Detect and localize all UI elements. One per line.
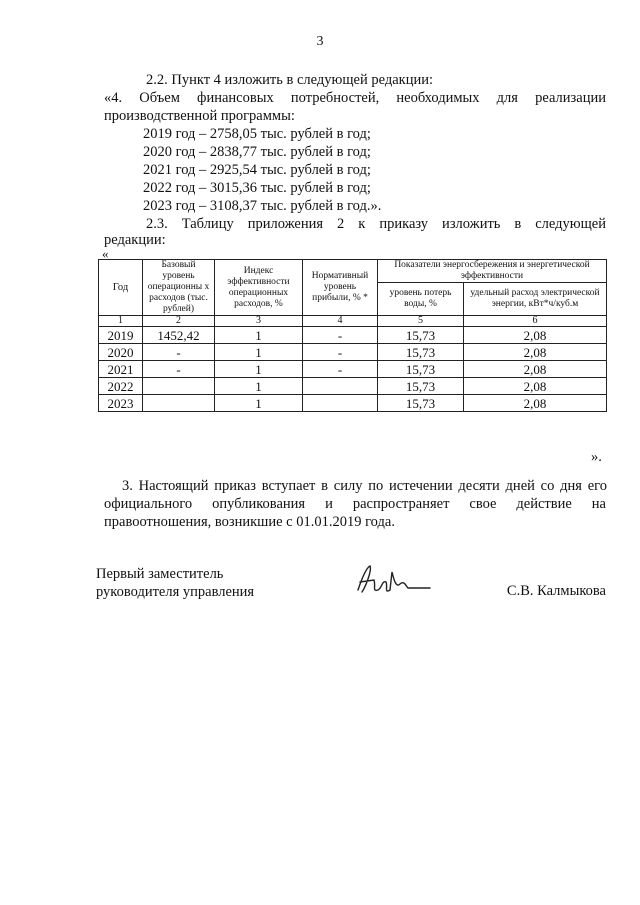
- cell-year: 2020: [99, 344, 143, 361]
- column-index: 5: [378, 316, 464, 327]
- cell-year: 2019: [99, 327, 143, 344]
- cell-base: [143, 395, 215, 412]
- financing-year: 2020 год –: [143, 144, 207, 160]
- signatory-name: С.В. Калмыкова: [506, 583, 606, 599]
- cell-water-loss: 15,73: [378, 327, 464, 344]
- cell-electricity: 2,08: [464, 344, 607, 361]
- section-2-2-heading: 2.2. Пункт 4 изложить в следующей редакции:: [146, 72, 434, 88]
- cell-year: 2022: [99, 378, 143, 395]
- financing-item: [143, 197, 381, 215]
- header-profit-level: Нормативный уровень прибыли, % *: [303, 260, 378, 316]
- indicators-table: [98, 259, 607, 412]
- financing-year: 2022 год –: [143, 180, 207, 196]
- financing-amount: 2925,54 тыс. рублей в год;: [209, 162, 371, 178]
- cell-water-loss: 15,73: [378, 378, 464, 395]
- table-row: [99, 344, 607, 361]
- cell-water-loss: 15,73: [378, 361, 464, 378]
- cell-year: 2023: [99, 395, 143, 412]
- cell-profit: -: [303, 344, 378, 361]
- table-row: [99, 327, 607, 344]
- section-3-line-3: правоотношения, возникшие с 01.01.2019 года.: [104, 514, 395, 530]
- financing-year: 2019 год –: [143, 126, 207, 142]
- section-2-3-line-2: редакции:: [104, 232, 166, 248]
- header-energy-group: Показатели энергосбережения и энергетической эффективности: [378, 260, 607, 283]
- cell-year: 2021: [99, 361, 143, 378]
- signatory-title-line-1: Первый заместитель: [96, 566, 224, 582]
- financing-amount: 2838,77 тыс. рублей в год;: [209, 144, 371, 160]
- financing-item: [143, 179, 371, 197]
- cell-base: 1452,42: [143, 327, 215, 344]
- signatory-title-line-2: руководителя управления: [96, 584, 255, 600]
- cell-electricity: 2,08: [464, 327, 607, 344]
- table-header-row: [99, 260, 607, 283]
- table-row: [99, 378, 607, 395]
- financing-item: [143, 125, 371, 143]
- cell-profit: [303, 395, 378, 412]
- financing-amount: 2758,05 тыс. рублей в год;: [209, 126, 371, 142]
- cell-index: 1: [215, 378, 303, 395]
- column-index: 3: [215, 316, 303, 327]
- item-4-line-1: «4. Объем финансовых потребностей, необходимых для реализации: [104, 90, 606, 106]
- column-index: 6: [464, 316, 607, 327]
- cell-base: [143, 378, 215, 395]
- cell-base: -: [143, 361, 215, 378]
- cell-water-loss: 15,73: [378, 395, 464, 412]
- financing-amount: 3015,36 тыс. рублей в год;: [209, 180, 371, 196]
- financing-amount: 3108,37 тыс. рублей в год.».: [209, 198, 382, 214]
- financing-year: 2023 год –: [143, 198, 207, 214]
- item-4-line-2: производственной программы:: [104, 108, 295, 124]
- cell-index: 1: [215, 361, 303, 378]
- cell-profit: [303, 378, 378, 395]
- cell-index: 1: [215, 327, 303, 344]
- cell-water-loss: 15,73: [378, 344, 464, 361]
- header-electricity: удельный расход электрической энергии, кВт*ч/куб.м: [464, 283, 607, 316]
- section-3-line-1: 3. Настоящий приказ вступает в силу по истечении десяти дней со дня его: [122, 478, 607, 494]
- cell-electricity: 2,08: [464, 378, 607, 395]
- cell-profit: -: [303, 361, 378, 378]
- header-base-level: Базовый уровень операционны х расходов (тыс. рублей): [143, 260, 215, 316]
- handwritten-signature: [352, 560, 432, 600]
- header-efficiency-index: Индекс эффективности операционных расходов, %: [215, 260, 303, 316]
- cell-base: -: [143, 344, 215, 361]
- cell-electricity: 2,08: [464, 395, 607, 412]
- table-row: [99, 395, 607, 412]
- header-water-loss: уровень потерь воды, %: [378, 283, 464, 316]
- section-2-3-line-1: 2.3. Таблицу приложения 2 к приказу изложить в следующей: [146, 216, 606, 232]
- section-3-line-2: официального опубликования и распространяет свое действие на: [104, 496, 606, 512]
- table-row: [99, 361, 607, 378]
- financing-item: [143, 143, 371, 161]
- cell-electricity: 2,08: [464, 361, 607, 378]
- column-index: 4: [303, 316, 378, 327]
- cell-index: 1: [215, 395, 303, 412]
- financing-year: 2021 год –: [143, 162, 207, 178]
- column-index: 2: [143, 316, 215, 327]
- close-quote: ».: [591, 449, 602, 465]
- cell-index: 1: [215, 344, 303, 361]
- page-number: 3: [316, 34, 324, 49]
- financing-item: [143, 161, 371, 179]
- column-index: 1: [99, 316, 143, 327]
- cell-profit: -: [303, 327, 378, 344]
- open-quote: «: [102, 246, 109, 261]
- header-year: Год: [99, 260, 143, 316]
- column-index-row: [99, 316, 607, 327]
